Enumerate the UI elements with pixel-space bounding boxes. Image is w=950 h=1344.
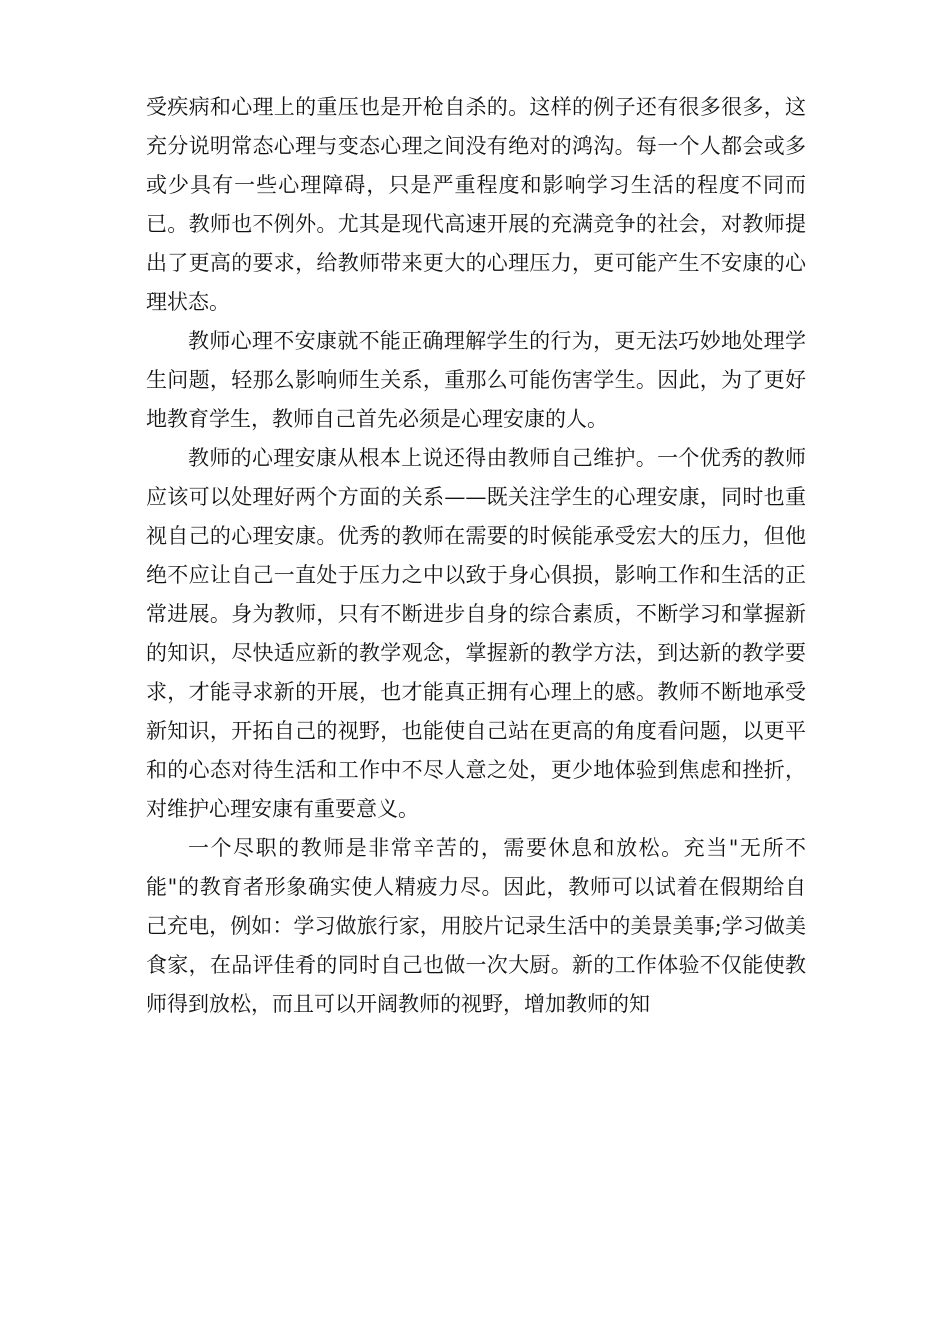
paragraph-continuation: 受疾病和心理上的重压也是开枪自杀的。这样的例子还有很多很多，这充分说明常态心理与变态心理之间没有绝对的鸿沟。每一个人都会或多或少具有一些心理障碍，只是严重程度和影响学习生活的程度不同而已。教师也不例外。尤其是现代高速开展的充满竞争的社会，对教师提出了更高的要求，给教师带来更大的心理压力，更可能产生不安康的心理状态。 (146, 95, 806, 314)
paragraph-rest-and-relax: 一个尽职的教师是非常辛苦的，需要休息和放松。充当"无所不能"的教育者形象确实使人精疲力尽。因此，教师可以试着在假期给自己充电，例如：学习做旅行家，用胶片记录生活中的美景美事;学习做美食家，在品评佳肴的同时自己也做一次大厨。新的工作体验不仅能使教师得到放松，而且可以开阔教师的视野，增加教师的知 (146, 836, 806, 1016)
paragraph-self-maintenance: 教师的心理安康从根本上说还得由教师自己维护。一个优秀的教师应该可以处理好两个方面的关系——既关注学生的心理安康，同时也重视自己的心理安康。优秀的教师在需要的时候能承受宏大的压力，但他绝不应让自己一直处于压力之中以致于身心俱损，影响工作和生活的正常进展。身为教师，只有不断进步自身的综合素质，不断学习和掌握新的知识，尽快适应新的教学观念，掌握新的教学方法，到达新的教学要求，才能寻求新的开展，也才能真正拥有心理上的感。教师不断地承受新知识，开拓自己的视野，也能使自己站在更高的角度看问题，以更平和的心态对待生活和工作中不尽人意之处，更少地体验到焦虑和挫折，对维护心理安康有重要意义。 (146, 446, 806, 821)
paragraph-teacher-mental-health: 教师心理不安康就不能正确理解学生的行为，更无法巧妙地处理学生问题，轻那么影响师生关系，重那么可能伤害学生。因此，为了更好地教育学生，教师自己首先必须是心理安康的人。 (146, 329, 806, 431)
document-body (146, 88, 806, 1024)
